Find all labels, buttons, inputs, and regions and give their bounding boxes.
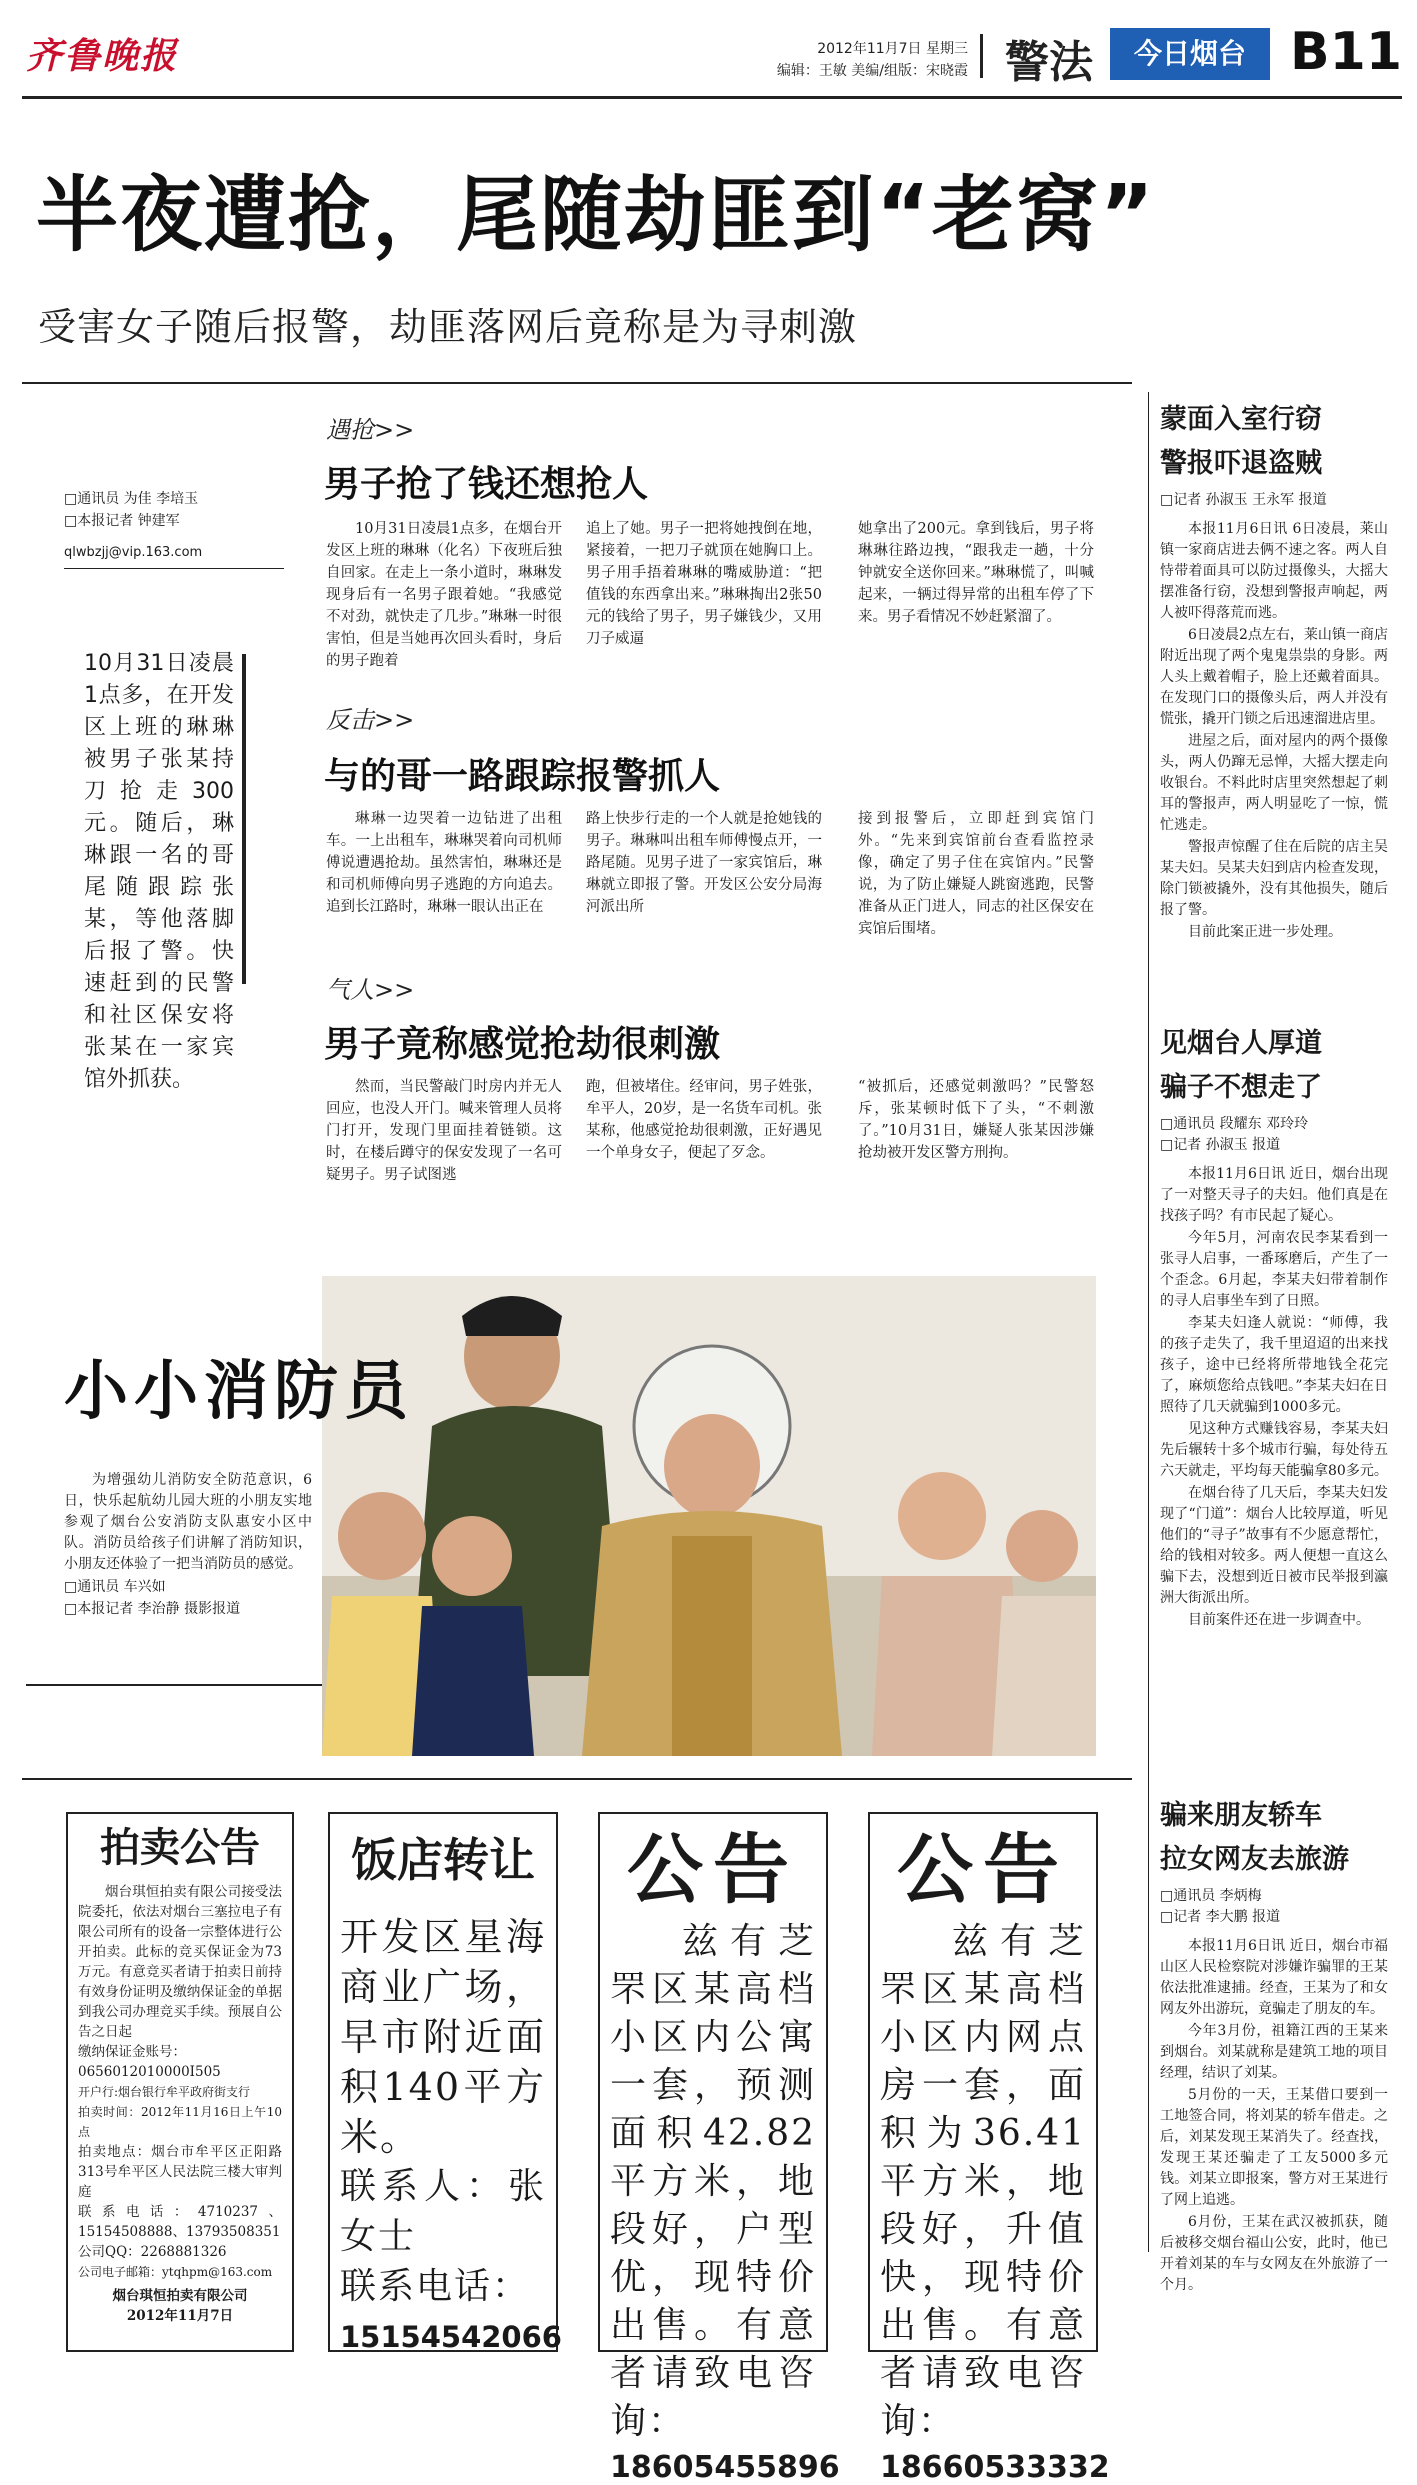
- ad-title: 拍卖公告: [100, 1825, 260, 1871]
- apartment-sale-ad: [598, 1812, 840, 2485]
- article-paragraph: 本报11月6日讯 近日，烟台市福山区人民检察院对涉嫌诈骗罪的王某依法批准逮捕。经查，王某为了和女网友外出游玩，竟骗走了朋友的车。: [1160, 1938, 1388, 2017]
- article-paragraph: 见这种方式赚钱容易，李某夫妇先后辗转十多个城市行骗，每处待五六天就走，平均每天能骗拿80多元。: [1160, 1421, 1388, 1479]
- ad-body: [78, 1882, 282, 2326]
- article-paragraph: 6月份，王某在武汉被抓获，随后被移交烟台福山公安，此时，他已开着刘某的车与女网友在外旅游了一个月。: [1160, 2214, 1388, 2293]
- main-subhead: 受害女子随后报警，劫匪落网后竟称是为寻刺激: [38, 305, 858, 349]
- photo-feature-title: 小小消防员: [64, 1355, 414, 1429]
- article-paragraph: 进屋之后，面对屋内的两个摄像头，两人仍蹿无忌惮，大摇大摆走向收银台。不料此时店里突然想起了刺耳的警报声，两人明显吃了一惊，慌忙逃走。: [1160, 733, 1388, 833]
- sidebar-divider: [1148, 392, 1149, 2252]
- headline-rule: [22, 382, 1132, 384]
- section-column: [586, 808, 822, 919]
- ad-phone: 18660533332: [880, 2450, 1110, 2485]
- article-paragraph: 目前案件还在进一步调查中。: [1188, 1612, 1370, 1628]
- main-byline: [64, 488, 284, 564]
- sidebar-story-byline: □记者 孙淑玉 王永军 报道: [1160, 492, 1327, 508]
- ad-line: 烟台琪恒拍卖有限公司: [112, 2288, 248, 2304]
- article-paragraph: 跑，但被堵住。经审问，男子姓张，牟平人，20岁，是一名货车司机。张某称，他感觉抢劫很刺激，正好遇见一个单身女子，便起了歹念。: [586, 1079, 822, 1161]
- article-paragraph: 琳琳一边哭着一边钻进了出租车。一上出租车，琳琳哭着向司机师傅说遭遇抢劫。虽然害怕，琳琳还是和司机师傅向男子逃跑的方向追去。追到长江路时，琳琳一眼认出正在: [326, 811, 562, 915]
- photo-caption: [64, 1470, 312, 1620]
- ad-line: 0656012010000I505: [78, 2064, 221, 2080]
- article-paragraph: 今年5月，河南农民李某看到一张寻人启事，一番琢磨后，产生了一个歪念。6月起，李某夫妇带着制作的寻人启事坐车到了日照。: [1160, 1230, 1388, 1309]
- newspaper-logo: 齐鲁晚报: [26, 35, 179, 77]
- byline-line: □通讯员 车兴如: [64, 1579, 166, 1595]
- photo-caption-text: 为增强幼儿消防安全防范意识，6日，快乐起航幼儿园大班的小朋友实地参观了烟台公安消防支队惠安小区中队。消防员给孩子们讲解了消防知识，小朋友还体验了一把当消防员的感觉。: [64, 1472, 312, 1572]
- editor-credits: 编辑：王敏 美编/组版：宋晓霞: [776, 63, 968, 79]
- ad-line: 公司电子邮箱：ytqhpm@163.com: [78, 2265, 273, 2279]
- masthead-divider: [980, 34, 983, 78]
- masthead-rule: [22, 96, 1402, 99]
- article-paragraph: 在烟台待了几天后，李某夫妇发现了“门道”：烟台人比较厚道，听见他们的“寻子”故事有不少愿意帮忙，给的钱相对较多。两人便想一直这么骗下去，没想到近日被市民举报到瀛洲大街派出所。: [1160, 1485, 1388, 1606]
- ad-line: 拍卖地点：烟台市牟平区正阳路313号牟平区人民法院三楼大审判庭: [78, 2144, 282, 2200]
- restaurant-transfer-ad: [328, 1812, 562, 2354]
- article-paragraph: “被抓后，还感觉刺激吗？”民警怒斥，张某顿时低下了头，“不刺激了。”10月31日，嫌疑人张某因涉嫌抢劫被开发区警方刑拘。: [858, 1079, 1094, 1161]
- article-paragraph: 接到报警后，立即赶到宾馆门外。“先来到宾馆前台查看监控录像，确定了男子住在宾馆内。”民警说，为了防止嫌疑人跳窗逃跑，民警准备从正门进人，同志的社区保安在宾馆后围堵。: [858, 811, 1094, 937]
- firefighter-photo: [322, 1276, 1096, 1756]
- photo-illustration: [322, 1276, 1096, 1756]
- article-paragraph: 6日凌晨2点左右，莱山镇一商店附近出现了两个鬼鬼祟祟的身影。两人头上戴着帽子，脸上还戴着面具。在发现门口的摄像头后，两人并没有慌张，撬开门锁之后迅速溜进店里。: [1160, 627, 1388, 727]
- section-column: [858, 518, 1094, 629]
- main-headline: 半夜遭抢，尾随劫匪到“老窝”: [36, 168, 1156, 263]
- ad-line: 缴纳保证金账号：: [78, 2044, 186, 2060]
- sidebar-story-title: 见烟台人厚道 骗子不想走了: [1160, 1028, 1322, 1103]
- section-title: 男子竟称感觉抢劫很刺激: [324, 1024, 721, 1065]
- ad-title: 饭店转让: [351, 1833, 535, 1887]
- sidebar-story: [1160, 1022, 1388, 1632]
- ad-line: 2012年11月7日: [126, 2308, 234, 2324]
- section-column: [326, 808, 562, 919]
- issue-date: 2012年11月7日 星期三: [817, 41, 968, 57]
- byline-email: qlwbzjj@vip.163.com: [64, 545, 203, 560]
- article-paragraph: 李某夫妇逢人就说：“师傅，我的孩子走失了，我千里迢迢的出来找孩子，途中已经将所带地钱全花完了，麻烦您给点钱吧。”李某夫妇在日照待了几天就骗到1000多元。: [1160, 1315, 1388, 1415]
- ad-line: 拍卖时间：2012年11月16日上午10点: [78, 2105, 282, 2139]
- lead-paragraph: 10月31日凌晨1点多，在开发区上班的琳琳被男子张某持刀抢走300元。随后，琳琳跟一名的哥尾随跟踪张某，等他落脚后报了警。快速赶到的民警和社区保安将张某在一家宾馆外抓获。: [84, 651, 234, 1092]
- section-kicker: 遇抢>>: [326, 416, 415, 444]
- auction-notice-ad: [66, 1812, 294, 2352]
- article-paragraph: 目前此案正进一步处理。: [1188, 924, 1342, 940]
- byline-line: □本报记者 李治静 摄影报道: [64, 1601, 241, 1617]
- article-paragraph: 本报11月6日讯 6日凌晨，莱山镇一家商店进去俩不速之客。两人自恃带着面具可以防过摄像头，大摇大摆准备行窃，没想到警报声响起，两人被吓得落荒而逃。: [1160, 521, 1388, 621]
- sidebar-story: [1160, 1794, 1388, 2297]
- sidebar-story-byline: □通讯员 段耀东 邓玲玲 □记者 孙淑玉 报道: [1160, 1116, 1309, 1153]
- article-paragraph: 今年3月份，祖籍江西的王某来到烟台。刘某就称是建筑工地的项目经理，结识了刘某。: [1160, 2023, 1388, 2081]
- section-kicker: 反击>>: [326, 706, 415, 734]
- sidebar-story-title: 骗来朋友轿车 拉女网友去旅游: [1160, 1800, 1349, 1875]
- ads-rule: [22, 1778, 1132, 1780]
- lead-accent-bar: [242, 654, 246, 984]
- ad-body: 兹有芝罘区某高档小区内公寓一套，预测面积42.82平方米，地段好，户型优，现特价出售。有意者请致电咨询：: [610, 1921, 816, 2442]
- section-column: [858, 808, 1094, 941]
- ad-line: 烟台琪恒拍卖有限公司接受法院委托，依法对烟台三塞拉电子有限公司所有的设备一宗整体进行公开拍卖。此标的竞买保证金为73万元。有意竞买者请于拍卖日前持有效身份证明及缴纳保证金的单据到我公司办理竞买手续。预展自公告之日起: [78, 1884, 282, 2040]
- shop-sale-ad: [868, 1812, 1110, 2485]
- ad-line: 开户行:烟台银行牟平政府街支行: [78, 2085, 251, 2099]
- article-paragraph: 追上了她。男子一把将她拽倒在地，紧接着，一把刀子就顶在她胸口上。男子用手捂着琳琳的嘴威胁道：“把值钱的东西拿出来。”琳琳掏出2张50元的钱给了男子，男子嫌钱少，又用刀子威逼: [586, 521, 822, 647]
- article-paragraph: 10月31日凌晨1点多，在烟台开发区上班的琳琳（化名）下夜班后独自回家。在走上一条小道时，琳琳发现身后有一名男子跟着她。“我感觉不对劲，就快走了几步。”琳琳一时很害怕，但是当她再次回头看时，身后的男子跑着: [326, 521, 562, 669]
- masthead-info: [760, 38, 968, 82]
- section-column: [326, 1076, 562, 1187]
- byline-line: □通讯员 为佳 李培玉: [64, 491, 199, 507]
- section-column: [326, 518, 562, 673]
- ad-body: 开发区星海商业广场，早市附近面积140平方米。: [340, 1915, 546, 2159]
- ad-body: 兹有芝罘区某高档小区内网点房一套，面积为36.41平方米，地段好，升值快，现特价出售。有意者请致电咨询：: [880, 1921, 1086, 2442]
- byline-divider: [64, 568, 284, 569]
- article-paragraph: 然而，当民警敲门时房内并无人回应，也没人开门。喊来管理人员将门打开，发现门里面挂着链锁。这时，在楼后蹲守的保安发现了一名可疑男子。男子试图逃: [326, 1079, 562, 1183]
- ad-phone: 15154542066: [340, 2320, 562, 2354]
- photo-caption-rule: [26, 1684, 322, 1686]
- page-number: B11: [1290, 22, 1402, 82]
- section-column: [858, 1076, 1094, 1165]
- article-paragraph: 5月份的一天，王某借口要到一工地签合同，将刘某的轿车借走。之后，刘某发现王某消失了。经查找，发现王某还骗走了工友5000多元钱。刘某立即报案，警方对王某进行了网上追逃。: [1160, 2087, 1388, 2208]
- article-paragraph: 本报11月6日讯 近日，烟台出现了一对整天寻子的夫妇。他们真是在找孩子吗？有市民起了疑心。: [1160, 1166, 1388, 1224]
- article-paragraph: 警报声惊醒了住在后院的店主吴某夫妇。吴某夫妇到店内检查发现，除门锁被撬外，没有其他损失，随后报了警。: [1160, 839, 1388, 918]
- section-column: [586, 518, 822, 651]
- article-paragraph: 路上快步行走的一个人就是抢她钱的男子。琳琳叫出租车师傅慢点开，一路尾随。见男子进了一家宾馆后，琳琳就立即报了警。开发区公安分局海河派出所: [586, 811, 822, 915]
- byline-line: □本报记者 钟建军: [64, 513, 180, 529]
- sidebar-story: [1160, 398, 1388, 944]
- article-paragraph: 她拿出了200元。拿到钱后，男子将琳琳往路边拽，“跟我走一趟，十分钟就安全送你回来。”琳琳慌了，叫喊起来，一辆过得异常的出租车停了下来。男子看情况不妙赶紧溜了。: [858, 521, 1094, 625]
- section-kicker: 气人>>: [326, 976, 415, 1004]
- ad-line: 联系电话：4710237、15154508888、13793508351: [78, 2204, 282, 2240]
- ad-contact: 联系人：张女士: [340, 2166, 546, 2257]
- ad-title: 公告: [627, 1825, 799, 1914]
- section-column: [586, 1076, 822, 1165]
- photo-byline: [64, 1576, 312, 1620]
- ad-phone-label: 联系电话：: [340, 2266, 531, 2307]
- ad-title: 公告: [897, 1825, 1069, 1914]
- sidebar-story-byline: □通讯员 李炳梅 □记者 李大鹏 报道: [1160, 1888, 1281, 1925]
- section-name: 警法: [1005, 37, 1093, 88]
- ad-line: 公司QQ：2268881326: [78, 2244, 227, 2260]
- city-label: 今日烟台: [1110, 28, 1270, 80]
- sidebar-story-title: 蒙面入室行窃 警报吓退盗贼: [1160, 404, 1322, 479]
- section-title: 与的哥一路跟踪报警抓人: [324, 756, 721, 797]
- ad-phone: 18605455896: [610, 2450, 840, 2485]
- section-title: 男子抢了钱还想抢人: [324, 464, 649, 505]
